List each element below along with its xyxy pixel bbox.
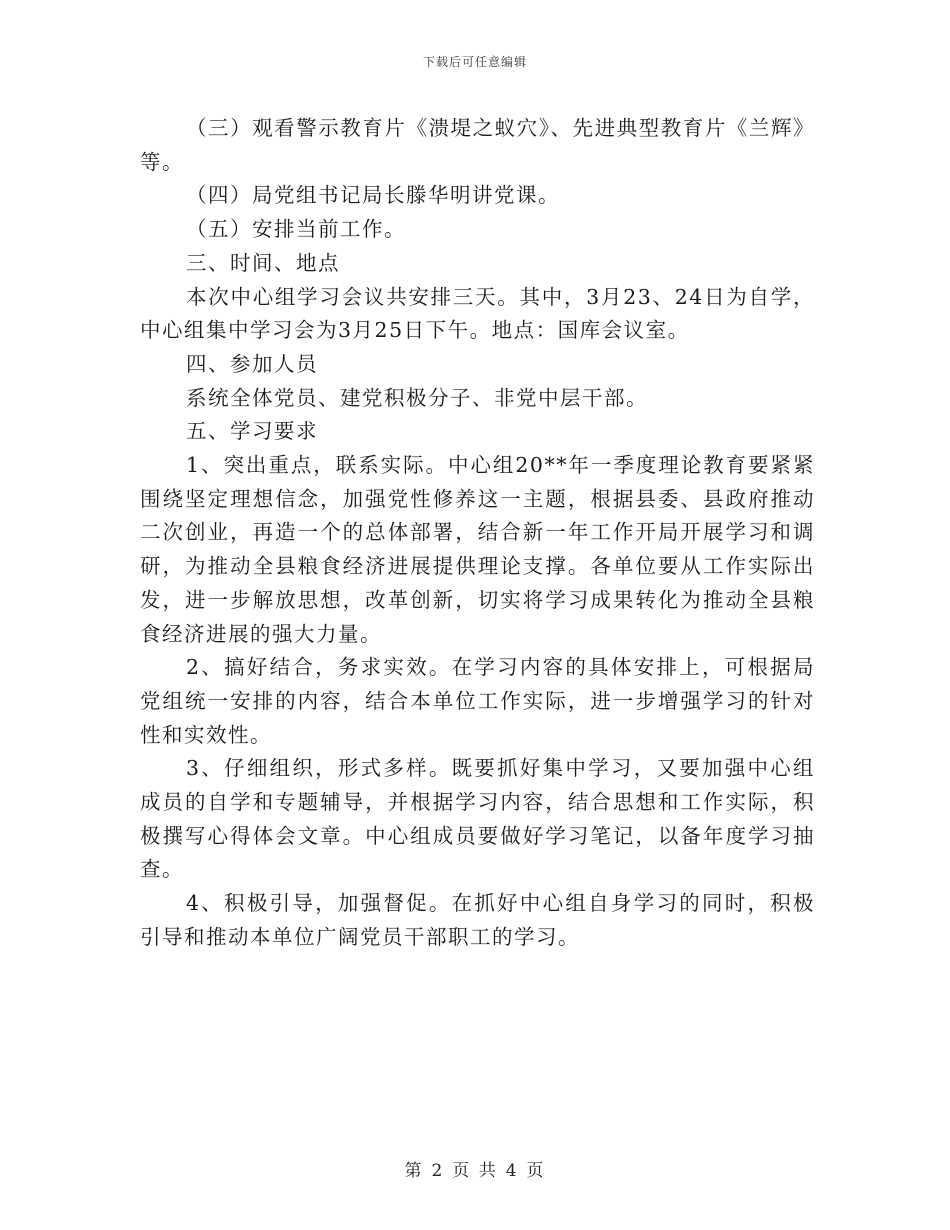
section-heading-time-place: 三、时间、地点 (186, 250, 340, 275)
footer-total-pages: 4 (505, 1161, 519, 1181)
requirement-1: 1、突出重点，联系实际。中心组20**年一季度理论教育要紧紧围绕坚定理想信念，加强党性修养这一主题，根据县委、县政府推动二次创业，再造一个的总体部署，结合新一年工作开局开展学习和调研，为推动全县粮食经济进展提供理论支撑。各单位要从工作实际出发，进一步解放思想，改革创新，切实将学习成果转化为推动全县粮食经济进展的强大力量。 (140, 453, 815, 646)
paragraph-item-4: （四）局党组书记局长滕华明讲党课。 (186, 183, 560, 208)
section-heading-participants: 四、参加人员 (186, 351, 318, 376)
footer-prefix: 第 (404, 1161, 424, 1181)
section-heading-requirements: 五、学习要求 (186, 419, 318, 444)
document-body (140, 112, 815, 955)
footer-page-number: 2 (431, 1161, 445, 1181)
footer-mid: 页 共 (452, 1161, 498, 1181)
requirement-3: 3、仔细组织，形式多样。既要抓好集中学习，又要加强中心组成员的自学和专题辅导，并根据学习内容，结合思想和工作实际，积极撰写心得体会文章。中心组成员要做好学习笔记，以备年度学习抽查。 (140, 756, 815, 882)
footer-suffix: 页 (526, 1161, 546, 1181)
paragraph-item-5: （五）安排当前工作。 (186, 217, 406, 242)
paragraph-schedule: 本次中心组学习会议共安排三天。其中，3月23、24日为自学，中心组集中学习会为3月25日下午。地点：国库会议室。 (140, 284, 815, 343)
paragraph-participants: 系统全体党员、建党积极分子、非党中层干部。 (186, 385, 648, 410)
page-footer (0, 1156, 950, 1181)
page-header: 下载后可任意编辑 (422, 55, 527, 69)
paragraph-item-3: （三）观看警示教育片《溃堤之蚁穴》、先进典型教育片《兰辉》等。 (140, 116, 815, 174)
requirement-4: 4、积极引导，加强督促。在抓好中心组自身学习的同时，积极引导和推动本单位广阔党员干部职工的学习。 (140, 891, 815, 949)
requirement-2: 2、搞好结合，务求实效。在学习内容的具体安排上，可根据局党组统一安排的内容，结合本单位工作实际，进一步增强学习的针对性和实效性。 (140, 655, 815, 747)
